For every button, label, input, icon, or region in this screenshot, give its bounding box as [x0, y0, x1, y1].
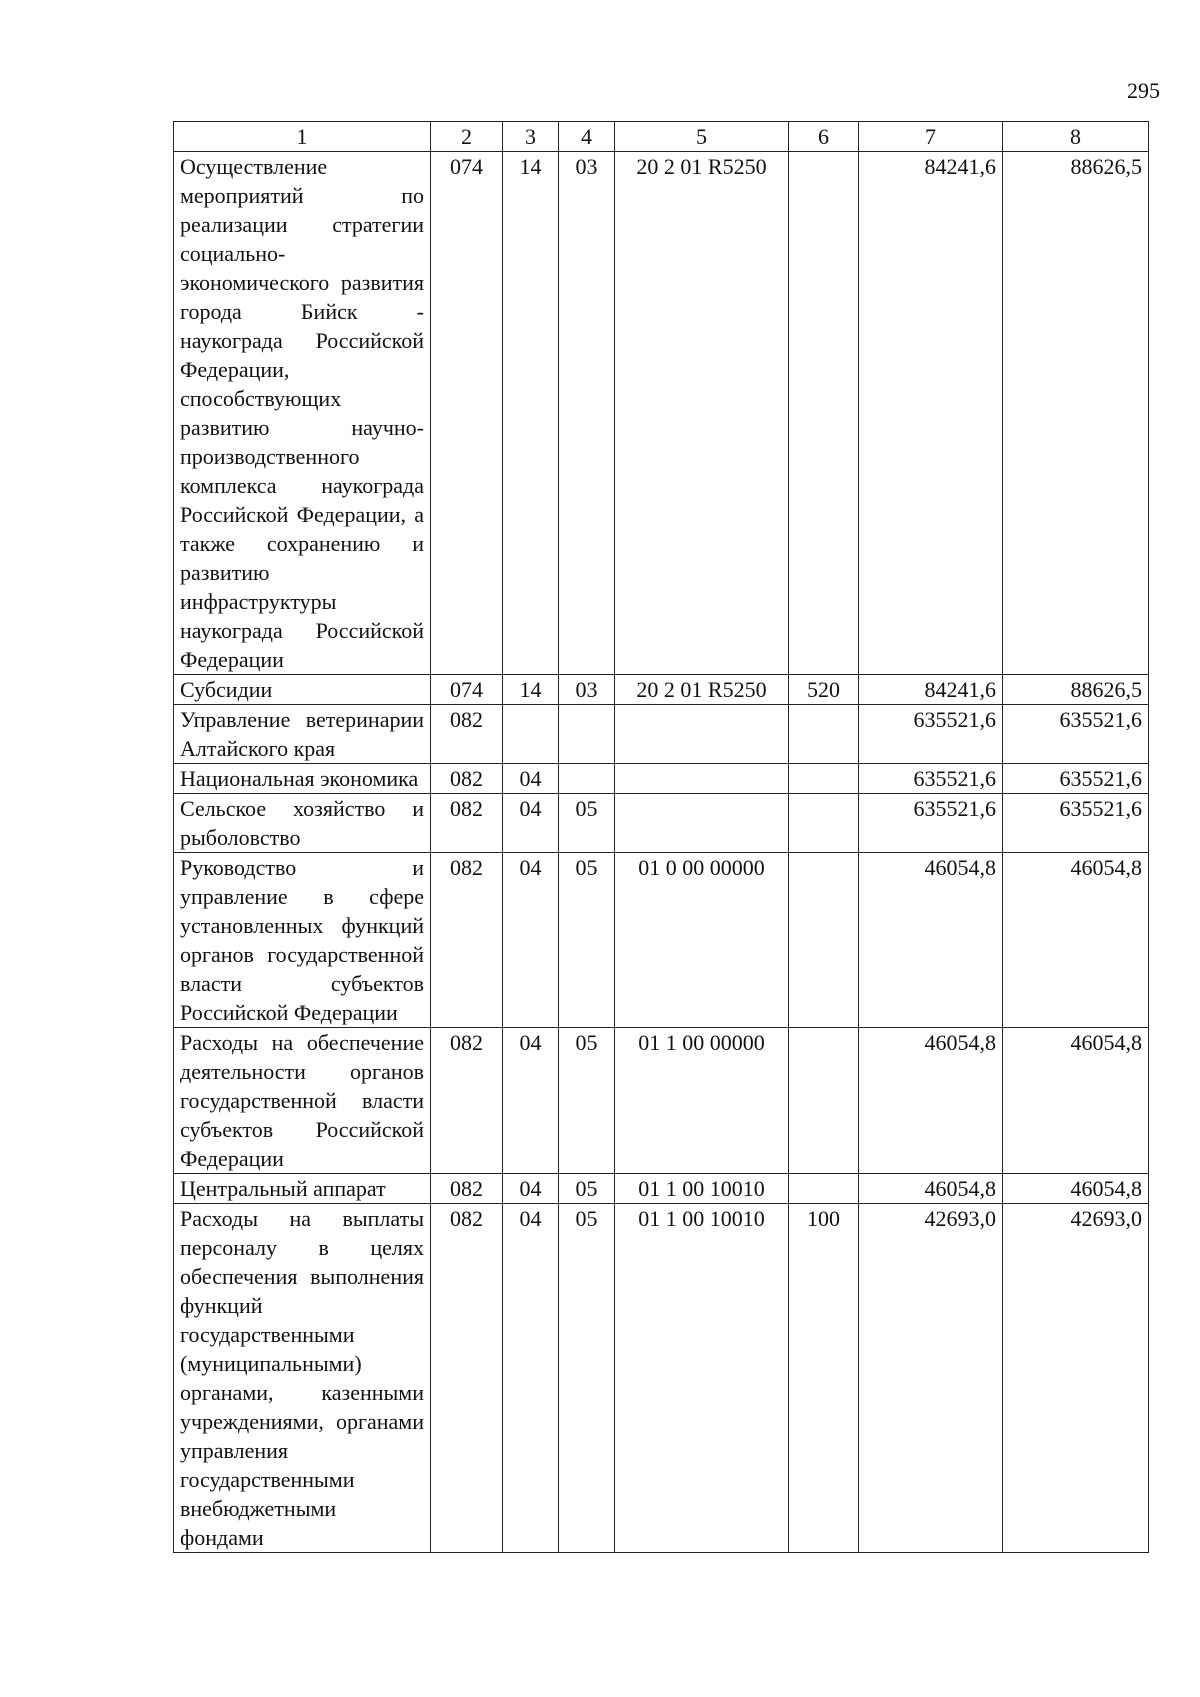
- subsection-cell: 05: [559, 853, 615, 1028]
- subsection-cell: 05: [559, 1028, 615, 1174]
- row-name-cell: Национальная экономика: [174, 764, 431, 794]
- amount-col7-cell: 635521,6: [859, 764, 1003, 794]
- section-cell: 04: [503, 1028, 559, 1174]
- amount-col7-cell: 84241,6: [859, 675, 1003, 705]
- target-article-cell: 20 2 01 R5250: [615, 675, 789, 705]
- section-cell: 04: [503, 1174, 559, 1204]
- target-article-cell: 01 1 00 10010: [615, 1174, 789, 1204]
- header-row: [174, 122, 1149, 152]
- amount-col7-cell: 635521,6: [859, 794, 1003, 853]
- table-row: [174, 853, 1149, 1028]
- amount-col8-cell: 88626,5: [1003, 152, 1149, 675]
- target-article-cell: [615, 705, 789, 764]
- section-cell: 04: [503, 794, 559, 853]
- amount-col8-cell: 46054,8: [1003, 1174, 1149, 1204]
- section-cell: 14: [503, 675, 559, 705]
- table-row: [174, 675, 1149, 705]
- target-article-cell: 01 1 00 10010: [615, 1204, 789, 1553]
- amount-col8-cell: 635521,6: [1003, 705, 1149, 764]
- column-header: 7: [859, 122, 1003, 152]
- admin-code-cell: 082: [431, 853, 503, 1028]
- column-header: 4: [559, 122, 615, 152]
- admin-code-cell: 082: [431, 1174, 503, 1204]
- column-header: 5: [615, 122, 789, 152]
- subsection-cell: 03: [559, 152, 615, 675]
- expense-type-cell: [789, 853, 859, 1028]
- expense-type-cell: [789, 152, 859, 675]
- amount-col8-cell: 88626,5: [1003, 675, 1149, 705]
- target-article-cell: 20 2 01 R5250: [615, 152, 789, 675]
- column-header: 1: [174, 122, 431, 152]
- row-name-cell: Расходы на обеспечение деятельности органов государственной власти субъектов Российской Федерации: [174, 1028, 431, 1174]
- admin-code-cell: 082: [431, 705, 503, 764]
- amount-col8-cell: 46054,8: [1003, 1028, 1149, 1174]
- admin-code-cell: 082: [431, 794, 503, 853]
- budget-table: [173, 121, 1149, 1553]
- column-header: 2: [431, 122, 503, 152]
- amount-col8-cell: 635521,6: [1003, 794, 1149, 853]
- table-row: [174, 764, 1149, 794]
- section-cell: 14: [503, 152, 559, 675]
- row-name-cell: Субсидии: [174, 675, 431, 705]
- row-name-cell: Управление ветеринарии Алтайского края: [174, 705, 431, 764]
- expense-type-cell: [789, 1174, 859, 1204]
- column-header: 6: [789, 122, 859, 152]
- amount-col7-cell: 46054,8: [859, 853, 1003, 1028]
- admin-code-cell: 082: [431, 764, 503, 794]
- subsection-cell: [559, 705, 615, 764]
- amount-col8-cell: 42693,0: [1003, 1204, 1149, 1553]
- target-article-cell: [615, 794, 789, 853]
- table-row: [174, 794, 1149, 853]
- section-cell: 04: [503, 853, 559, 1028]
- table-row: [174, 1204, 1149, 1553]
- amount-col7-cell: 635521,6: [859, 705, 1003, 764]
- row-name-cell: Центральный аппарат: [174, 1174, 431, 1204]
- expense-type-cell: [789, 705, 859, 764]
- subsection-cell: [559, 764, 615, 794]
- target-article-cell: [615, 764, 789, 794]
- subsection-cell: 03: [559, 675, 615, 705]
- admin-code-cell: 074: [431, 152, 503, 675]
- row-name-cell: Осуществление мероприятий по реализации стратегии социально-экономического развития города Бийск - наукограда Российской Федерации, способствующих развитию научно-производственного комплекса наукограда Российской Федерации, а также сохранению и развитию инфраструктуры наукограда Российской Федерации: [174, 152, 431, 675]
- target-article-cell: 01 1 00 00000: [615, 1028, 789, 1174]
- table-row: [174, 1174, 1149, 1204]
- expense-type-cell: [789, 1028, 859, 1174]
- page-number: 295: [1127, 78, 1160, 103]
- table-row: [174, 705, 1149, 764]
- row-name-cell: Расходы на выплаты персоналу в целях обеспечения выполнения функций государственными (муниципальными) органами, казенными учреждениями, органами управления государственными внебюджетными фондами: [174, 1204, 431, 1553]
- amount-col7-cell: 42693,0: [859, 1204, 1003, 1553]
- subsection-cell: 05: [559, 794, 615, 853]
- row-name-cell: Руководство и управление в сфере установленных функций органов государственной власти субъектов Российской Федерации: [174, 853, 431, 1028]
- section-cell: 04: [503, 1204, 559, 1553]
- admin-code-cell: 082: [431, 1028, 503, 1174]
- expense-type-cell: [789, 764, 859, 794]
- section-cell: [503, 705, 559, 764]
- expense-type-cell: 520: [789, 675, 859, 705]
- column-header: 3: [503, 122, 559, 152]
- expense-type-cell: 100: [789, 1204, 859, 1553]
- amount-col7-cell: 46054,8: [859, 1028, 1003, 1174]
- column-header: 8: [1003, 122, 1149, 152]
- target-article-cell: 01 0 00 00000: [615, 853, 789, 1028]
- expense-type-cell: [789, 794, 859, 853]
- subsection-cell: 05: [559, 1174, 615, 1204]
- table-row: [174, 152, 1149, 675]
- row-name-cell: Сельское хозяйство и рыболовство: [174, 794, 431, 853]
- section-cell: 04: [503, 764, 559, 794]
- amount-col8-cell: 635521,6: [1003, 764, 1149, 794]
- table-row: [174, 1028, 1149, 1174]
- amount-col7-cell: 84241,6: [859, 152, 1003, 675]
- amount-col8-cell: 46054,8: [1003, 853, 1149, 1028]
- amount-col7-cell: 46054,8: [859, 1174, 1003, 1204]
- admin-code-cell: 074: [431, 675, 503, 705]
- subsection-cell: 05: [559, 1204, 615, 1553]
- admin-code-cell: 082: [431, 1204, 503, 1553]
